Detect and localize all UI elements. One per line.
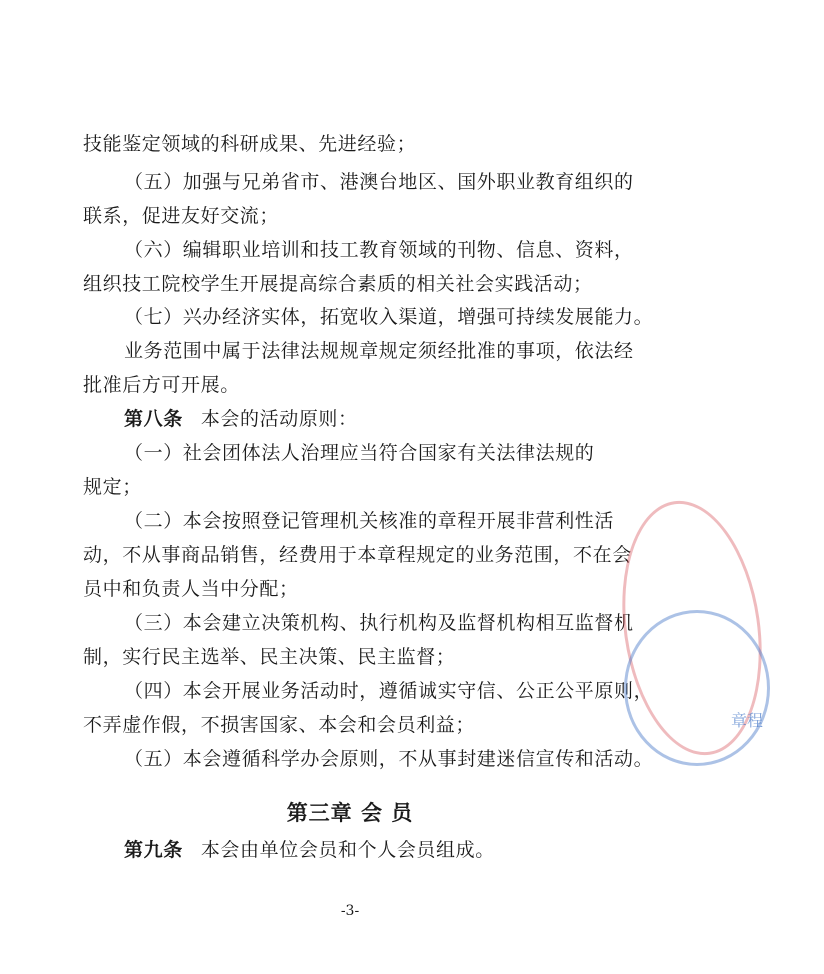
article-9-line bbox=[0, 838, 824, 862]
chapter-title: 第三章 会 员 bbox=[286, 800, 414, 825]
body-line: 联系，促进友好交流； bbox=[83, 205, 280, 227]
body-line: （七）兴办经济实体，拓宽收入渠道，增强可持续发展能力。 bbox=[124, 306, 654, 328]
body-line: 批准后方可开展。 bbox=[83, 374, 240, 396]
body-line: 组织技工院校学生开展提高综合素质的相关社会实践活动； bbox=[83, 273, 593, 295]
body-line: 员中和负责人当中分配； bbox=[83, 578, 299, 600]
body-line: 制，实行民主选举、民主决策、民主监督； bbox=[83, 646, 456, 668]
body-line: （一）社会团体法人治理应当符合国家有关法律法规的 bbox=[124, 442, 595, 464]
article-9-text: 本会由单位会员和个人会员组成。 bbox=[200, 839, 495, 861]
article-8-text: 本会的活动原则： bbox=[200, 408, 358, 430]
article-9-heading: 第九条 bbox=[124, 839, 183, 861]
body-line: 动，不从事商品销售，经费用于本章程规定的业务范围，不在会 bbox=[83, 544, 632, 566]
body-line: 不弄虚作假，不损害国家、本会和会员利益； bbox=[83, 714, 476, 736]
body-line: （五）本会遵循科学办会原则，不从事封建迷信宣传和活动。 bbox=[124, 748, 654, 770]
article-8-heading: 第八条 bbox=[124, 408, 183, 430]
body-line: 规定； bbox=[83, 476, 142, 498]
body-line: （二）本会按照登记管理机关核准的章程开展非营利性活 bbox=[124, 510, 615, 532]
body-line: （五）加强与兄弟省市、港澳台地区、国外职业教育组织的 bbox=[124, 171, 634, 193]
body-line: 技能鉴定领域的科研成果、先进经验； bbox=[83, 133, 417, 155]
blue-seal-text: 章程 bbox=[730, 711, 763, 730]
blue-seal-stamp bbox=[624, 610, 770, 766]
body-line: （四）本会开展业务活动时，遵循诚实守信、公正公平原则， bbox=[124, 680, 654, 702]
body-line: （六）编辑职业培训和技工教育领域的刊物、信息、资料， bbox=[124, 239, 634, 261]
body-line: 业务范围中属于法律法规规章规定须经批准的事项，依法经 bbox=[124, 340, 634, 362]
body-line: （三）本会建立决策机构、执行机构及监督机构相互监督机 bbox=[124, 612, 634, 634]
page-number: -3- bbox=[340, 903, 360, 919]
article-8-line bbox=[0, 407, 824, 431]
